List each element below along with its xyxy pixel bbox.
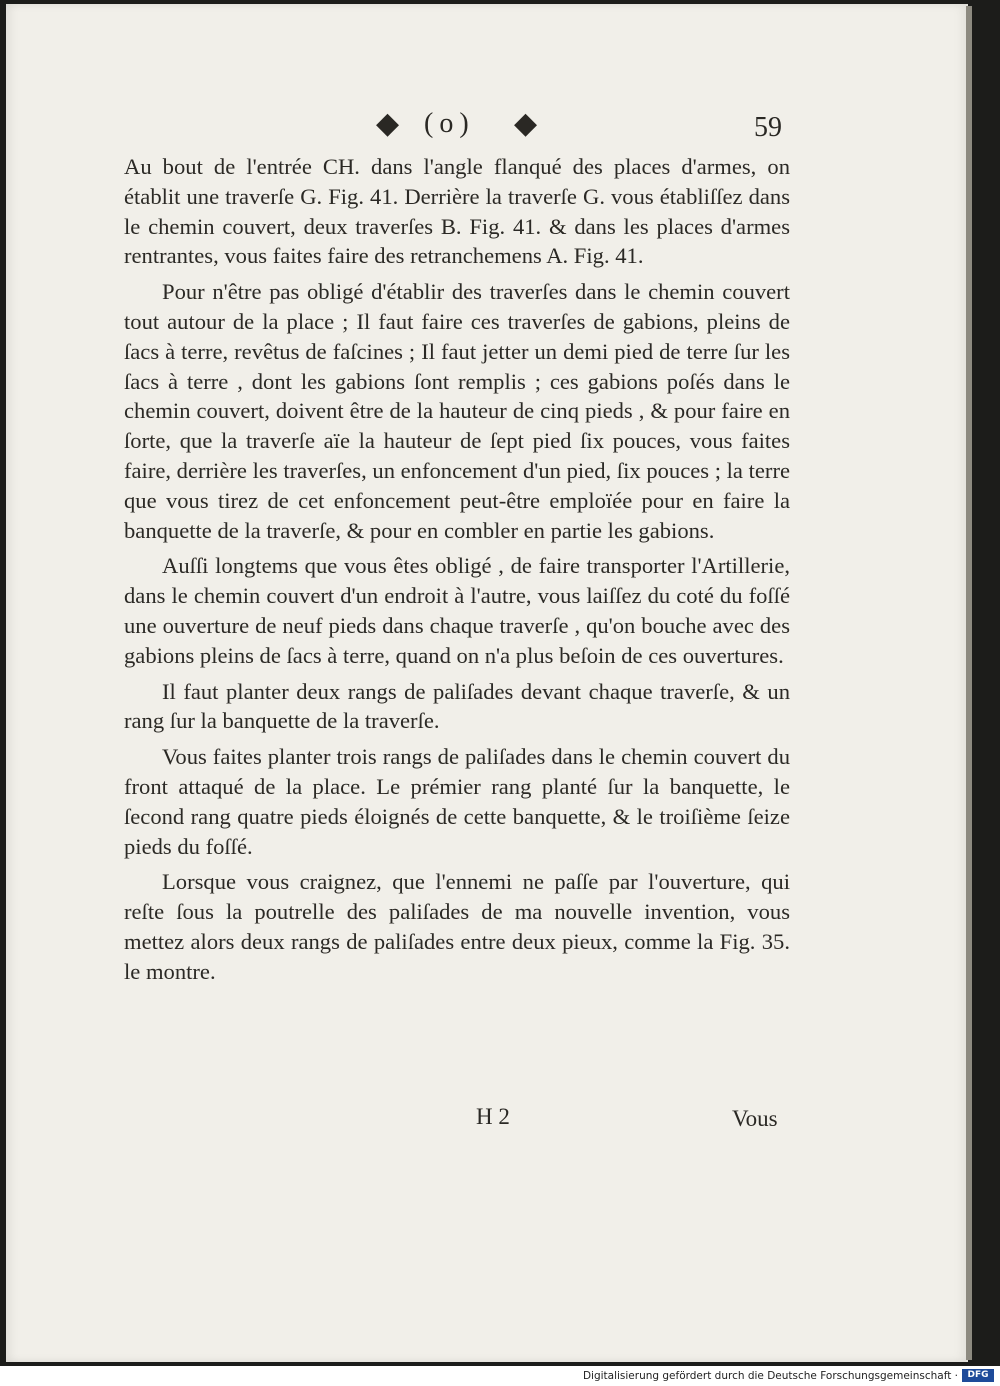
footer-bar <box>0 1366 1000 1386</box>
book-page <box>6 4 968 1362</box>
ornament-left-icon: ◆ <box>376 107 400 140</box>
paragraph-1: Au bout de l'entrée CH. dans l'angle flanqué des places d'armes, on établit une traverſe G. Fig. 41. Derrière la traverſe G. vous établiſſez dans le chemin couvert, deux traverſes B. Fig. 41. & dans les places d'armes rentrantes, vous faites faire des retranchemens A. Fig. 41. <box>124 154 790 269</box>
page-number: 59 <box>754 112 782 143</box>
page-edge <box>966 6 972 1360</box>
footer-credit: Digitalisierung gefördert durch die Deutsche Forschungsgemeinschaft · <box>582 1370 958 1382</box>
paragraph-2: Pour n'être pas obligé d'établir des traverſes dans le chemin couvert tout autour de la place ; Il faut faire ces traverſes de gabions, pleins de ſacs à terre, revêtus de faſcines ; Il faut jetter un demi pied de terre ſur les ſacs à terre , dont les gabions ſont remplis ; ces gabions poſés dans le chemin couvert, doivent être de la hauteur de cinq pieds , & pour faire en ſorte, que la traverſe aïe la hauteur de ſept pied ſix pouces, vous faites faire, derrière les traverſes, un enfoncement d'un pied, ſix pouces ; la terre que vous tirez de cet enfoncement peut-être emploïée pour en faire la banquette de la traverſe, & pour en combler en partie les gabions. <box>124 279 790 543</box>
signature-mark: H 2 <box>476 1104 510 1129</box>
running-head <box>6 104 968 144</box>
body-text <box>124 152 790 987</box>
catchword: Vous <box>732 1106 778 1131</box>
paragraph-3: Auſſi longtems que vous êtes obligé , de faire transporter l'Artillerie, dans le chemin couvert d'un endroit à l'autre, vous laiſſez du coté du foſſé une ouverture de neuf pieds dans chaque traverſe , qu'on bouche avec des gabions pleins de ſacs à terre, quand on n'a plus beſoin de ces ouvertures. <box>124 553 790 668</box>
paragraph-4: Il faut planter deux rangs de paliſades devant chaque traverſe, & un rang ſur la banquette de la traverſe. <box>124 678 790 734</box>
paragraph-5: Vous faites planter trois rangs de paliſades dans le chemin couvert du front attaqué de la place. Le prémier rang planté ſur la banquette, le ſecond rang quatre pieds éloignés de cette banquette, & le troiſième ſeize pieds du foſſé. <box>124 744 790 859</box>
dfg-logo-icon: DFG <box>962 1369 994 1382</box>
running-head-center: (o) <box>424 108 475 139</box>
paragraph-6: Lorsque vous craignez, que l'ennemi ne paſſe par l'ouverture, qui reſte ſous la poutrelle des paliſades de ma nouvelle invention, vous mettez alors deux rangs de paliſades entre deux pieux, comme la Fig. 35. le montre. <box>124 869 790 984</box>
ornament-right-icon: ◆ <box>514 107 538 140</box>
